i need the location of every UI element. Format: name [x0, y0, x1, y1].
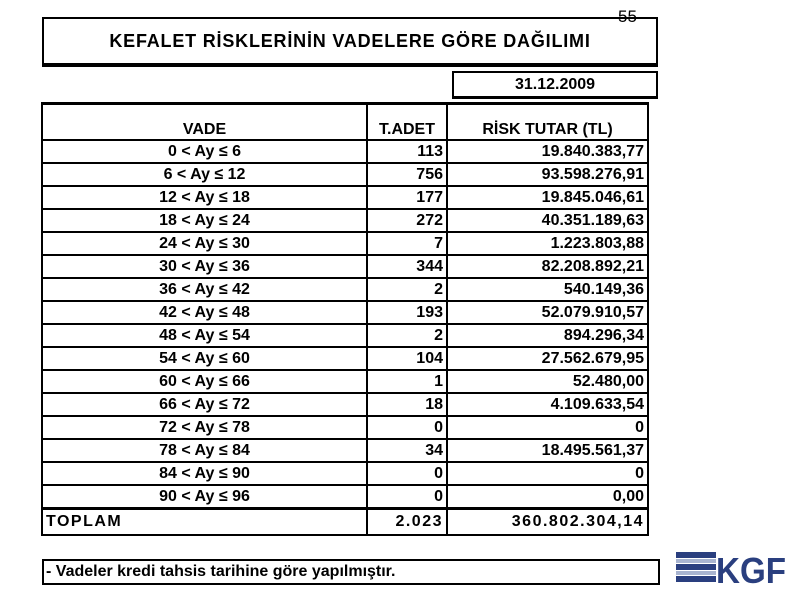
total-row	[43, 509, 647, 535]
adet-cell: 344	[367, 255, 447, 278]
adet-cell: 2	[367, 324, 447, 347]
risk-table-frame	[41, 102, 649, 536]
adet-cell: 272	[367, 209, 447, 232]
tutar-cell: 4.109.633,54	[447, 393, 647, 416]
total-adet: 2.023	[367, 509, 447, 535]
vade-cell: 84 < Ay ≤ 90	[43, 462, 367, 485]
tutar-cell: 52.480,00	[447, 370, 647, 393]
page-title: KEFALET RİSKLERİNİN VADELERE GÖRE DAĞILIMI	[42, 17, 658, 67]
table-row	[43, 485, 647, 509]
adet-cell: 113	[367, 140, 447, 163]
adet-cell: 34	[367, 439, 447, 462]
adet-cell: 7	[367, 232, 447, 255]
vade-cell: 66 < Ay ≤ 72	[43, 393, 367, 416]
vade-cell: 48 < Ay ≤ 54	[43, 324, 367, 347]
tutar-cell: 0	[447, 462, 647, 485]
vade-cell: 6 < Ay ≤ 12	[43, 163, 367, 186]
page-number: 55	[618, 7, 637, 26]
tutar-cell: 19.845.046,61	[447, 186, 647, 209]
table-row	[43, 255, 647, 278]
adet-cell: 193	[367, 301, 447, 324]
adet-cell: 2	[367, 278, 447, 301]
header-vade: VADE	[182, 121, 227, 138]
table-row	[43, 462, 647, 485]
total-label: TOPLAM	[43, 509, 367, 535]
table-row	[43, 278, 647, 301]
adet-cell: 177	[367, 186, 447, 209]
header-adet: T.ADET	[367, 105, 447, 140]
vade-cell: 60 < Ay ≤ 66	[43, 370, 367, 393]
table-row	[43, 163, 647, 186]
vade-cell: 72 < Ay ≤ 78	[43, 416, 367, 439]
header-tutar: RİSK TUTAR (TL)	[447, 105, 647, 140]
adet-cell: 18	[367, 393, 447, 416]
logo-stripes	[676, 552, 716, 582]
total-tutar: 360.802.304,14	[447, 509, 647, 535]
table-row	[43, 301, 647, 324]
logo-text: KGF	[716, 552, 786, 586]
vade-cell: 54 < Ay ≤ 60	[43, 347, 367, 370]
table-row	[43, 439, 647, 462]
vade-cell: 42 < Ay ≤ 48	[43, 301, 367, 324]
tutar-cell: 540.149,36	[447, 278, 647, 301]
table-row	[43, 347, 647, 370]
table-row	[43, 416, 647, 439]
tutar-cell: 1.223.803,88	[447, 232, 647, 255]
tutar-cell: 19.840.383,77	[447, 140, 647, 163]
table-row	[43, 393, 647, 416]
adet-cell: 0	[367, 462, 447, 485]
vade-cell: 90 < Ay ≤ 96	[43, 485, 367, 509]
vade-cell: 78 < Ay ≤ 84	[43, 439, 367, 462]
adet-cell: 756	[367, 163, 447, 186]
table-row	[43, 140, 647, 163]
table-row	[43, 370, 647, 393]
tutar-cell: 0	[447, 416, 647, 439]
table-row	[43, 324, 647, 347]
adet-cell: 0	[367, 416, 447, 439]
tutar-cell: 40.351.189,63	[447, 209, 647, 232]
adet-cell: 104	[367, 347, 447, 370]
risk-table	[43, 105, 647, 534]
vade-cell: 30 < Ay ≤ 36	[43, 255, 367, 278]
tutar-cell: 27.562.679,95	[447, 347, 647, 370]
table-row	[43, 232, 647, 255]
report-date: 31.12.2009	[452, 71, 658, 99]
table-row	[43, 186, 647, 209]
vade-cell: 24 < Ay ≤ 30	[43, 232, 367, 255]
tutar-cell: 18.495.561,37	[447, 439, 647, 462]
tutar-cell: 93.598.276,91	[447, 163, 647, 186]
table-row	[43, 209, 647, 232]
tutar-cell: 894.296,34	[447, 324, 647, 347]
vade-cell: 36 < Ay ≤ 42	[43, 278, 367, 301]
vade-cell: 12 < Ay ≤ 18	[43, 186, 367, 209]
vade-cell: 0 < Ay ≤ 6	[43, 140, 367, 163]
adet-cell: 1	[367, 370, 447, 393]
adet-cell: 0	[367, 485, 447, 509]
kgf-logo	[676, 552, 788, 586]
vade-cell: 18 < Ay ≤ 24	[43, 209, 367, 232]
tutar-cell: 52.079.910,57	[447, 301, 647, 324]
table-header-row	[43, 105, 647, 140]
tutar-cell: 82.208.892,21	[447, 255, 647, 278]
tutar-cell: 0,00	[447, 485, 647, 509]
footnote: - Vadeler kredi tahsis tarihine göre yapılmıştır.	[42, 559, 660, 585]
